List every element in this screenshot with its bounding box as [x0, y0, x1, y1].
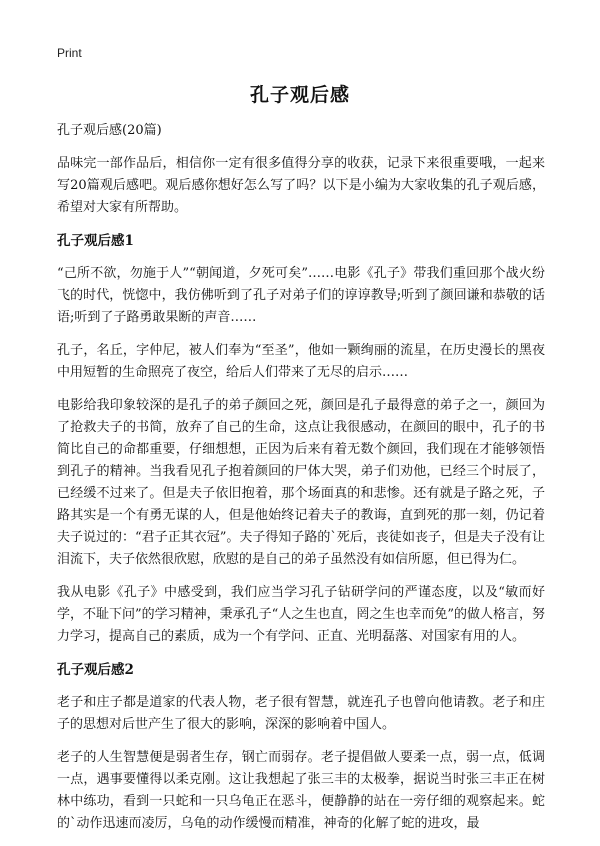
article-body: [57, 120, 545, 846]
article-subtitle: 孔子观后感(20篇): [57, 123, 162, 138]
paragraph: 孔子，名丘，字仲尼，被人们奉为“至圣”，他如一颗绚丽的流星，在历史漫长的黑夜中用短暂的生命照亮了夜空，给后人们带来了无尽的启示……: [57, 343, 545, 380]
intro-paragraph: 品味完一部作品后，相信你一定有很多值得分享的收获，记录下来很重要哦，一起来写20篇观后感吧。观后感你想好怎么写了吗？以下是小编为大家收集的孔子观后感，希望对大家有所帮助。: [57, 156, 545, 215]
paragraph: 我从电影《孔子》中感受到，我们应当学习孔子钻研学问的严谨态度，以及“敏而好学，不耻下问”的学习精神，秉承孔子“人之生也直，罔之生也幸而免”的做人格言，努力学习，提高自己的素质，成为一个有学问、正直、光明磊落、对国家有用的人。: [57, 585, 545, 644]
print-link[interactable]: Print: [57, 46, 82, 60]
paragraph: 老子和庄子都是道家的代表人物，老子很有智慧，就连孔子也曾向他请教。老子和庄子的思想对后世产生了很大的影响，深深的影响着中国人。: [57, 695, 545, 732]
paragraph: 电影给我印象较深的是孔子的弟子颜回之死，颜回是孔子最得意的弟子之一，颜回为了抢救夫子的书简，放弃了自己的生命，这点让我很感动，在颜回的眼中，孔子的书简比自己的命都重要，仔细想想，正因为后来有着无数个颜回，我们现在才能够领悟到孔子的精神。当我看见孔子抱着颜回的尸体大哭，弟子们劝他，已经三个时辰了，已经缓不过来了。但是夫子依旧抱着，那个场面真的和悲惨。还有就是子路之死，子路其实是一个有勇无谋的人，但是他始终记着夫子的教诲，直到死的那一刻，仍记着夫子说过的：“君子正其衣冠”。夫子得知子路的`死后，丧徒如丧子，但是夫子没有让泪流下，夫子依然很欣慰，欣慰的是自己的弟子虽然没有如信所愿，但已得为仁。: [57, 398, 545, 567]
section-heading-1: 孔子观后感1: [57, 233, 134, 249]
paragraph: 老子的人生智慧便是弱者生存，钢亡而弱存。老子提倡做人要柔一点，弱一点，低调一点，遇事要懂得以柔克刚。这让我想起了张三丰的太极拳，据说当时张三丰正在树林中练功，看到一只蛇和一只乌龟正在恶斗，便静静的站在一旁仔细的观察起来。蛇的`动作迅速而凌厉，乌龟的动作缓慢而精准，神奇的化解了蛇的进攻，最: [57, 750, 545, 831]
section-heading-2: 孔子观后感2: [57, 662, 134, 678]
page-title: 孔子观后感: [249, 84, 350, 106]
paragraph: “己所不欲，勿施于人”“朝闻道，夕死可矣”……电影《孔子》带我们重回那个战火纷飞的时代，恍惚中，我仿佛听到了孔子对弟子们的谆谆教导;听到了颜回谦和恭敬的话语;听到了子路勇敢果断的声音……: [57, 266, 545, 325]
